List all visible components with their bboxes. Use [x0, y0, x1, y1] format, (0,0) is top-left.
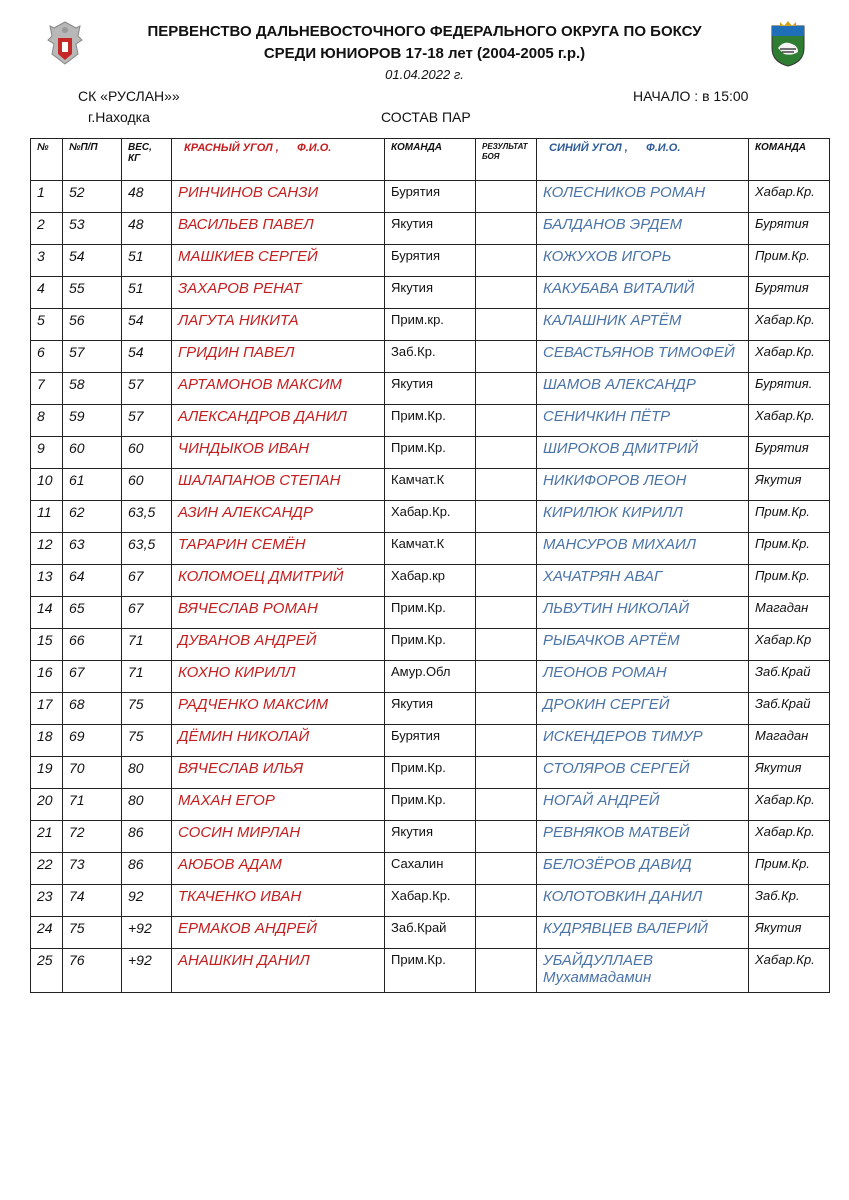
row-number: 25	[31, 949, 63, 993]
blue-corner-team: Хабар.Кр.	[749, 949, 830, 993]
fight-result	[476, 629, 537, 661]
col-weight-header: ВЕС, КГ	[122, 139, 172, 181]
red-corner-name: ВАСИЛЬЕВ ПАВЕЛ	[172, 213, 385, 245]
row-number: 18	[31, 725, 63, 757]
red-corner-team: Заб.Кр.	[385, 341, 476, 373]
city-name: г.Находка	[88, 109, 150, 125]
event-date: 01.04.2022 г.	[385, 67, 464, 82]
red-corner-team: Камчат.К	[385, 533, 476, 565]
row-pp-number: 59	[63, 405, 122, 437]
row-pp-number: 69	[63, 725, 122, 757]
start-time: НАЧАЛО : в 15:00	[633, 88, 749, 104]
red-corner-name: ШАЛАПАНОВ СТЕПАН	[172, 469, 385, 501]
blue-corner-name: БАЛДАНОВ ЭРДЕМ	[537, 213, 749, 245]
row-weight: 57	[122, 405, 172, 437]
red-corner-name: КОЛОМОЕЦ ДМИТРИЙ	[172, 565, 385, 597]
red-corner-team: Хабар.кр	[385, 565, 476, 597]
fight-result	[476, 597, 537, 629]
row-pp-number: 67	[63, 661, 122, 693]
fight-result	[476, 821, 537, 853]
row-weight: 71	[122, 661, 172, 693]
blue-corner-name: РЫБАЧКОВ АРТЁМ	[537, 629, 749, 661]
red-corner-team: Бурятия	[385, 725, 476, 757]
fight-result	[476, 405, 537, 437]
row-number: 17	[31, 693, 63, 725]
row-weight: 57	[122, 373, 172, 405]
row-pp-number: 68	[63, 693, 122, 725]
row-number: 3	[31, 245, 63, 277]
row-pp-number: 53	[63, 213, 122, 245]
blue-corner-team: Заб.Край	[749, 661, 830, 693]
blue-corner-team: Хабар.Кр.	[749, 181, 830, 213]
red-corner-name: ЗАХАРОВ РЕНАТ	[172, 277, 385, 309]
red-corner-team: Хабар.Кр.	[385, 885, 476, 917]
red-corner-name: ЕРМАКОВ АНДРЕЙ	[172, 917, 385, 949]
table-row	[31, 501, 830, 533]
table-row	[31, 405, 830, 437]
red-corner-team: Прим.Кр.	[385, 405, 476, 437]
col-team-header: КОМАНДА	[385, 139, 476, 181]
red-corner-name: ВЯЧЕСЛАВ РОМАН	[172, 597, 385, 629]
blue-corner-name: НИКИФОРОВ ЛЕОН	[537, 469, 749, 501]
table-row	[31, 917, 830, 949]
blue-corner-team: Заб.Кр.	[749, 885, 830, 917]
red-corner-name: РАДЧЕНКО МАКСИМ	[172, 693, 385, 725]
row-weight: 75	[122, 725, 172, 757]
row-weight: +92	[122, 949, 172, 993]
fight-result	[476, 789, 537, 821]
fight-result	[476, 565, 537, 597]
red-corner-team: Амур.Обл	[385, 661, 476, 693]
blue-corner-name: ЛЬВУТИН НИКОЛАЙ	[537, 597, 749, 629]
blue-corner-team: Прим.Кр.	[749, 501, 830, 533]
row-weight: 63,5	[122, 501, 172, 533]
blue-corner-name: ХАЧАТРЯН АВАГ	[537, 565, 749, 597]
blue-corner-team: Хабар.Кр.	[749, 341, 830, 373]
row-number: 23	[31, 885, 63, 917]
row-pp-number: 66	[63, 629, 122, 661]
row-pp-number: 60	[63, 437, 122, 469]
fight-result	[476, 373, 537, 405]
row-weight: 86	[122, 821, 172, 853]
row-pp-number: 54	[63, 245, 122, 277]
fight-result	[476, 725, 537, 757]
row-pp-number: 62	[63, 501, 122, 533]
row-number: 5	[31, 309, 63, 341]
blue-corner-name: КУДРЯВЦЕВ ВАЛЕРИЙ	[537, 917, 749, 949]
blue-corner-team: Якутия	[749, 469, 830, 501]
row-number: 19	[31, 757, 63, 789]
table-row	[31, 341, 830, 373]
row-weight: 51	[122, 277, 172, 309]
red-corner-team: Якутия	[385, 277, 476, 309]
table-row	[31, 373, 830, 405]
row-number: 9	[31, 437, 63, 469]
fight-result	[476, 277, 537, 309]
table-row	[31, 853, 830, 885]
row-weight: 51	[122, 245, 172, 277]
row-weight: 54	[122, 309, 172, 341]
row-weight: 80	[122, 757, 172, 789]
red-corner-name: АЮБОВ АДАМ	[172, 853, 385, 885]
red-corner-team: Прим.Кр.	[385, 629, 476, 661]
table-row	[31, 949, 830, 993]
blue-corner-team: Якутия	[749, 917, 830, 949]
blue-corner-team: Хабар.Кр.	[749, 821, 830, 853]
red-corner-name: АНАШКИН ДАНИЛ	[172, 949, 385, 993]
table-row	[31, 789, 830, 821]
table-row	[31, 757, 830, 789]
red-corner-name: АЗИН АЛЕКСАНДР	[172, 501, 385, 533]
blue-corner-team: Прим.Кр.	[749, 853, 830, 885]
table-row	[31, 533, 830, 565]
row-weight: 80	[122, 789, 172, 821]
section-title: СОСТАВ ПАР	[381, 109, 471, 125]
col-pp-header: №П/П	[63, 139, 122, 181]
table-row	[31, 437, 830, 469]
row-pp-number: 56	[63, 309, 122, 341]
blue-corner-name: СЕВАСТЬЯНОВ ТИМОФЕЙ	[537, 341, 749, 373]
title-line-2: СРЕДИ ЮНИОРОВ 17-18 лет (2004-2005 г.р.)	[263, 45, 586, 62]
row-weight: 67	[122, 597, 172, 629]
row-weight: 48	[122, 213, 172, 245]
blue-corner-team: Хабар.Кр.	[749, 309, 830, 341]
red-corner-name: СОСИН МИРЛАН	[172, 821, 385, 853]
red-corner-name: ТАРАРИН СЕМЁН	[172, 533, 385, 565]
fight-result	[476, 501, 537, 533]
row-weight: +92	[122, 917, 172, 949]
row-weight: 48	[122, 181, 172, 213]
red-corner-name: МАХАН ЕГОР	[172, 789, 385, 821]
row-pp-number: 58	[63, 373, 122, 405]
row-pp-number: 71	[63, 789, 122, 821]
red-corner-team: Хабар.Кр.	[385, 501, 476, 533]
blue-corner-name: РЕВНЯКОВ МАТВЕЙ	[537, 821, 749, 853]
red-corner-name: ДЁМИН НИКОЛАЙ	[172, 725, 385, 757]
row-number: 21	[31, 821, 63, 853]
row-pp-number: 57	[63, 341, 122, 373]
row-weight: 54	[122, 341, 172, 373]
red-corner-team: Якутия	[385, 213, 476, 245]
blue-corner-name: КОЛОТОВКИН ДАНИЛ	[537, 885, 749, 917]
row-weight: 86	[122, 853, 172, 885]
red-corner-name: ТКАЧЕНКО ИВАН	[172, 885, 385, 917]
row-pp-number: 70	[63, 757, 122, 789]
red-corner-team: Прим.Кр.	[385, 437, 476, 469]
fight-result	[476, 469, 537, 501]
row-pp-number: 52	[63, 181, 122, 213]
row-number: 10	[31, 469, 63, 501]
fight-result	[476, 437, 537, 469]
blue-corner-name: ШАМОВ АЛЕКСАНДР	[537, 373, 749, 405]
row-number: 1	[31, 181, 63, 213]
row-pp-number: 61	[63, 469, 122, 501]
red-corner-name: ЛАГУТА НИКИТА	[172, 309, 385, 341]
blue-corner-team: Магадан	[749, 725, 830, 757]
fight-result	[476, 213, 537, 245]
fight-result	[476, 309, 537, 341]
row-number: 12	[31, 533, 63, 565]
col-team2-header: КОМАНДА	[749, 139, 830, 181]
fight-result	[476, 181, 537, 213]
blue-corner-name: КОЖУХОВ ИГОРЬ	[537, 245, 749, 277]
red-corner-name: ЧИНДЫКОВ ИВАН	[172, 437, 385, 469]
col-result-header: РЕЗУЛЬТАТ БОЯ	[476, 139, 537, 181]
row-number: 6	[31, 341, 63, 373]
red-corner-team: Заб.Край	[385, 917, 476, 949]
blue-corner-team: Прим.Кр.	[749, 533, 830, 565]
table-row	[31, 821, 830, 853]
row-weight: 60	[122, 469, 172, 501]
fight-result	[476, 853, 537, 885]
blue-corner-team: Прим.Кр.	[749, 565, 830, 597]
blue-corner-team: Прим.Кр.	[749, 245, 830, 277]
table-row	[31, 565, 830, 597]
blue-corner-name: УБАЙДУЛЛАЕВ Мухаммадамин	[537, 949, 749, 993]
row-pp-number: 55	[63, 277, 122, 309]
table-row	[31, 213, 830, 245]
row-number: 16	[31, 661, 63, 693]
blue-corner-name: ЛЕОНОВ РОМАН	[537, 661, 749, 693]
row-pp-number: 65	[63, 597, 122, 629]
blue-corner-name: НОГАЙ АНДРЕЙ	[537, 789, 749, 821]
blue-corner-name: МАНСУРОВ МИХАИЛ	[537, 533, 749, 565]
table-row	[31, 885, 830, 917]
row-number: 24	[31, 917, 63, 949]
blue-corner-team: Магадан	[749, 597, 830, 629]
blue-corner-team: Бурятия	[749, 437, 830, 469]
row-number: 7	[31, 373, 63, 405]
row-pp-number: 74	[63, 885, 122, 917]
red-corner-name: РИНЧИНОВ САНЗИ	[172, 181, 385, 213]
col-red-corner-header: КРАСНЫЙ УГОЛ , Ф.И.О.	[172, 139, 385, 181]
red-corner-name: ВЯЧЕСЛАВ ИЛЬЯ	[172, 757, 385, 789]
col-num-header: №	[31, 139, 63, 181]
row-weight: 60	[122, 437, 172, 469]
table-row	[31, 725, 830, 757]
blue-corner-name: КИРИЛЮК КИРИЛЛ	[537, 501, 749, 533]
red-corner-team: Камчат.К	[385, 469, 476, 501]
row-pp-number: 75	[63, 917, 122, 949]
fight-result	[476, 757, 537, 789]
blue-corner-name: ДРОКИН СЕРГЕЙ	[537, 693, 749, 725]
row-number: 15	[31, 629, 63, 661]
col-blue-corner-header: СИНИЙ УГОЛ , Ф.И.О.	[537, 139, 749, 181]
fight-result	[476, 533, 537, 565]
row-number: 22	[31, 853, 63, 885]
red-corner-team: Бурятия	[385, 181, 476, 213]
table-row	[31, 661, 830, 693]
blue-corner-name: БЕЛОЗЁРОВ ДАВИД	[537, 853, 749, 885]
row-number: 20	[31, 789, 63, 821]
table-row	[31, 181, 830, 213]
row-pp-number: 73	[63, 853, 122, 885]
red-corner-team: Прим.кр.	[385, 309, 476, 341]
red-corner-name: ГРИДИН ПАВЕЛ	[172, 341, 385, 373]
blue-corner-team: Якутия	[749, 757, 830, 789]
row-number: 11	[31, 501, 63, 533]
fight-result	[476, 245, 537, 277]
red-corner-team: Якутия	[385, 693, 476, 725]
row-number: 4	[31, 277, 63, 309]
table-row	[31, 629, 830, 661]
fight-result	[476, 341, 537, 373]
row-pp-number: 76	[63, 949, 122, 993]
red-corner-name: КОХНО КИРИЛЛ	[172, 661, 385, 693]
blue-corner-team: Хабар.Кр.	[749, 405, 830, 437]
table-row	[31, 245, 830, 277]
red-corner-team: Бурятия	[385, 245, 476, 277]
table-row	[31, 309, 830, 341]
table-row	[31, 277, 830, 309]
red-corner-name: АЛЕКСАНДРОВ ДАНИЛ	[172, 405, 385, 437]
red-corner-name: АРТАМОНОВ МАКСИМ	[172, 373, 385, 405]
table-row	[31, 469, 830, 501]
table-row	[31, 597, 830, 629]
blue-corner-name: СЕНИЧКИН ПЁТР	[537, 405, 749, 437]
row-number: 8	[31, 405, 63, 437]
red-corner-name: МАШКИЕВ СЕРГЕЙ	[172, 245, 385, 277]
blue-corner-name: КАКУБАВА ВИТАЛИЙ	[537, 277, 749, 309]
red-corner-team: Якутия	[385, 373, 476, 405]
row-weight: 71	[122, 629, 172, 661]
red-corner-team: Якутия	[385, 821, 476, 853]
red-corner-team: Сахалин	[385, 853, 476, 885]
fight-result	[476, 693, 537, 725]
blue-corner-name: ИСКЕНДЕРОВ ТИМУР	[537, 725, 749, 757]
blue-corner-name: КОЛЕСНИКОВ РОМАН	[537, 181, 749, 213]
blue-corner-team: Бурятия	[749, 277, 830, 309]
row-pp-number: 72	[63, 821, 122, 853]
blue-corner-team: Бурятия	[749, 213, 830, 245]
table-header-row	[31, 139, 830, 181]
fight-result	[476, 885, 537, 917]
red-corner-name: ДУВАНОВ АНДРЕЙ	[172, 629, 385, 661]
fight-result	[476, 661, 537, 693]
row-number: 13	[31, 565, 63, 597]
row-weight: 75	[122, 693, 172, 725]
title-line-1: ПЕРВЕНСТВО ДАЛЬНЕВОСТОЧНОГО ФЕДЕРАЛЬНОГО ОКРУГА ПО БОКСУ	[147, 23, 702, 40]
blue-corner-name: СТОЛЯРОВ СЕРГЕЙ	[537, 757, 749, 789]
row-pp-number: 64	[63, 565, 122, 597]
fight-result	[476, 917, 537, 949]
row-weight: 63,5	[122, 533, 172, 565]
row-number: 2	[31, 213, 63, 245]
blue-corner-team: Бурятия.	[749, 373, 830, 405]
row-weight: 92	[122, 885, 172, 917]
row-weight: 67	[122, 565, 172, 597]
row-pp-number: 63	[63, 533, 122, 565]
fight-result	[476, 949, 537, 993]
blue-corner-team: Хабар.Кр.	[749, 789, 830, 821]
blue-corner-team: Заб.Край	[749, 693, 830, 725]
red-corner-team: Прим.Кр.	[385, 597, 476, 629]
table-row	[31, 693, 830, 725]
blue-corner-name: КАЛАШНИК АРТЁМ	[537, 309, 749, 341]
blue-corner-name: ШИРОКОВ ДМИТРИЙ	[537, 437, 749, 469]
pairs-table	[30, 138, 830, 993]
red-corner-team: Прим.Кр.	[385, 789, 476, 821]
red-corner-team: Прим.Кр.	[385, 757, 476, 789]
blue-corner-team: Хабар.Кр	[749, 629, 830, 661]
club-name: СК «РУСЛАН»»	[78, 88, 180, 104]
red-corner-team: Прим.Кр.	[385, 949, 476, 993]
row-number: 14	[31, 597, 63, 629]
